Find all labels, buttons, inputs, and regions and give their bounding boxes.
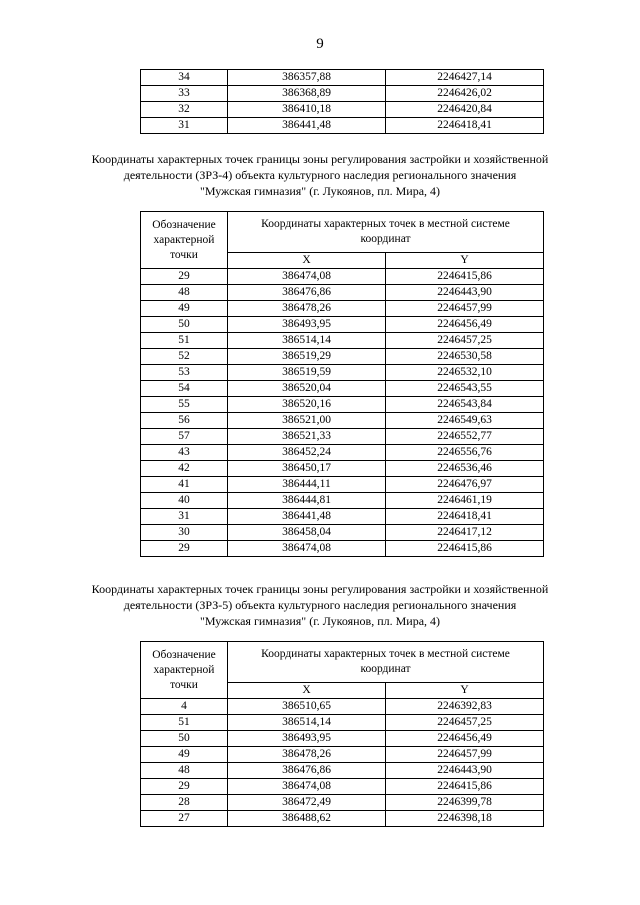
cell-x: 386520,16: [228, 397, 386, 413]
header-coords-label: Координаты характерных точек в местной системе координат: [228, 642, 544, 683]
cell-y: 2246418,41: [386, 118, 544, 134]
table-row: [141, 509, 544, 525]
cell-y: 2246543,55: [386, 381, 544, 397]
cell-y: 2246457,25: [386, 715, 544, 731]
coordinates-table-continued: [140, 69, 544, 134]
cell-x: 386474,08: [228, 779, 386, 795]
cell-y: 2246443,90: [386, 763, 544, 779]
cell-point: 52: [141, 349, 228, 365]
table-row: [141, 413, 544, 429]
table-row: [141, 317, 544, 333]
cell-point: 29: [141, 779, 228, 795]
table-row: [141, 715, 544, 731]
cell-x: 386476,86: [228, 763, 386, 779]
cell-y: 2246418,41: [386, 509, 544, 525]
cell-y: 2246543,84: [386, 397, 544, 413]
cell-x: 386476,86: [228, 285, 386, 301]
table-row: [141, 461, 544, 477]
table-row: [141, 349, 544, 365]
cell-x: 386444,81: [228, 493, 386, 509]
cell-x: 386474,08: [228, 541, 386, 557]
table-row: [141, 86, 544, 102]
caption-line: Координаты характерных точек границы зоны регулирования застройки и хозяйственной: [91, 152, 549, 166]
cell-x: 386458,04: [228, 525, 386, 541]
cell-x: 386357,88: [228, 70, 386, 86]
cell-x: 386368,89: [228, 86, 386, 102]
cell-y: 2246476,97: [386, 477, 544, 493]
cell-y: 2246556,76: [386, 445, 544, 461]
cell-point: 28: [141, 795, 228, 811]
table-row: [141, 525, 544, 541]
table-row: [141, 763, 544, 779]
table-row: [141, 429, 544, 445]
cell-x: 386441,48: [228, 118, 386, 134]
cell-y: 2246426,02: [386, 86, 544, 102]
cell-point: 54: [141, 381, 228, 397]
cell-y: 2246530,58: [386, 349, 544, 365]
table-row: [141, 301, 544, 317]
cell-y: 2246456,49: [386, 731, 544, 747]
cell-point: 57: [141, 429, 228, 445]
section-caption-zrz5: [0, 581, 640, 629]
cell-point: 50: [141, 731, 228, 747]
coordinates-table-zrz4: [140, 211, 544, 557]
table-row: [141, 445, 544, 461]
cell-x: 386520,04: [228, 381, 386, 397]
cell-point: 34: [141, 70, 228, 86]
table-row: [141, 381, 544, 397]
table-row: [141, 795, 544, 811]
table-body: [141, 70, 544, 134]
cell-point: 4: [141, 699, 228, 715]
cell-x: 386452,24: [228, 445, 386, 461]
table-row: [141, 541, 544, 557]
cell-y: 2246399,78: [386, 795, 544, 811]
cell-y: 2246443,90: [386, 285, 544, 301]
caption-line: "Мужская гимназия" (г. Лукоянов, пл. Мира, 4): [199, 184, 441, 198]
cell-point: 43: [141, 445, 228, 461]
cell-x: 386493,95: [228, 731, 386, 747]
coordinates-table-zrz5: [140, 641, 544, 827]
table-body: [141, 699, 544, 827]
cell-y: 2246457,99: [386, 301, 544, 317]
cell-y: 2246552,77: [386, 429, 544, 445]
cell-x: 386472,49: [228, 795, 386, 811]
cell-x: 386521,33: [228, 429, 386, 445]
cell-x: 386478,26: [228, 301, 386, 317]
cell-y: 2246398,18: [386, 811, 544, 827]
cell-x: 386519,29: [228, 349, 386, 365]
cell-x: 386514,14: [228, 715, 386, 731]
cell-y: 2246392,83: [386, 699, 544, 715]
cell-y: 2246461,19: [386, 493, 544, 509]
cell-point: 48: [141, 285, 228, 301]
cell-point: 29: [141, 541, 228, 557]
cell-y: 2246456,49: [386, 317, 544, 333]
table-row: [141, 365, 544, 381]
cell-y: 2246457,25: [386, 333, 544, 349]
table-row: [141, 102, 544, 118]
cell-y: 2246427,14: [386, 70, 544, 86]
cell-point: 56: [141, 413, 228, 429]
table-row: [141, 333, 544, 349]
section-caption-zrz4: [0, 151, 640, 199]
cell-point: 31: [141, 118, 228, 134]
table-row: [141, 731, 544, 747]
cell-x: 386519,59: [228, 365, 386, 381]
table-row: [141, 493, 544, 509]
cell-point: 29: [141, 269, 228, 285]
cell-x: 386474,08: [228, 269, 386, 285]
table-row: [141, 811, 544, 827]
cell-point: 51: [141, 333, 228, 349]
cell-x: 386478,26: [228, 747, 386, 763]
cell-point: 27: [141, 811, 228, 827]
cell-point: 49: [141, 301, 228, 317]
table-row: [141, 747, 544, 763]
header-y: Y: [386, 253, 544, 269]
header-coords-label: Координаты характерных точек в местной системе координат: [228, 212, 544, 253]
header-point-label: Обозначение характерной точки: [141, 642, 228, 699]
cell-point: 33: [141, 86, 228, 102]
cell-point: 41: [141, 477, 228, 493]
cell-y: 2246536,46: [386, 461, 544, 477]
header-x: X: [228, 683, 386, 699]
page-number: 9: [316, 36, 324, 52]
cell-x: 386510,65: [228, 699, 386, 715]
table-row: [141, 779, 544, 795]
cell-x: 386521,00: [228, 413, 386, 429]
cell-x: 386410,18: [228, 102, 386, 118]
table-row: [141, 477, 544, 493]
cell-point: 42: [141, 461, 228, 477]
cell-point: 51: [141, 715, 228, 731]
cell-point: 31: [141, 509, 228, 525]
header-y: Y: [386, 683, 544, 699]
table-row: [141, 269, 544, 285]
cell-x: 386441,48: [228, 509, 386, 525]
cell-point: 48: [141, 763, 228, 779]
table-row: [141, 285, 544, 301]
table-row: [141, 397, 544, 413]
table-row: [141, 70, 544, 86]
table-row: [141, 699, 544, 715]
cell-y: 2246415,86: [386, 779, 544, 795]
cell-x: 386488,62: [228, 811, 386, 827]
header-x: X: [228, 253, 386, 269]
cell-y: 2246415,86: [386, 541, 544, 557]
table-row: [141, 118, 544, 134]
header-point-label: Обозначение характерной точки: [141, 212, 228, 269]
cell-y: 2246420,84: [386, 102, 544, 118]
cell-point: 50: [141, 317, 228, 333]
caption-line: Координаты характерных точек границы зоны регулирования застройки и хозяйственной: [91, 582, 549, 596]
cell-point: 40: [141, 493, 228, 509]
cell-y: 2246417,12: [386, 525, 544, 541]
cell-point: 53: [141, 365, 228, 381]
cell-point: 30: [141, 525, 228, 541]
cell-y: 2246457,99: [386, 747, 544, 763]
caption-line: "Мужская гимназия" (г. Лукоянов, пл. Мира, 4): [199, 614, 441, 628]
caption-line: деятельности (ЗРЗ-4) объекта культурного наследия регионального значения: [123, 168, 517, 182]
cell-x: 386514,14: [228, 333, 386, 349]
cell-x: 386450,17: [228, 461, 386, 477]
cell-point: 55: [141, 397, 228, 413]
caption-line: деятельности (ЗРЗ-5) объекта культурного наследия регионального значения: [123, 598, 517, 612]
cell-y: 2246415,86: [386, 269, 544, 285]
cell-x: 386444,11: [228, 477, 386, 493]
cell-point: 49: [141, 747, 228, 763]
cell-point: 32: [141, 102, 228, 118]
cell-y: 2246532,10: [386, 365, 544, 381]
table-body: [141, 269, 544, 557]
cell-y: 2246549,63: [386, 413, 544, 429]
cell-x: 386493,95: [228, 317, 386, 333]
